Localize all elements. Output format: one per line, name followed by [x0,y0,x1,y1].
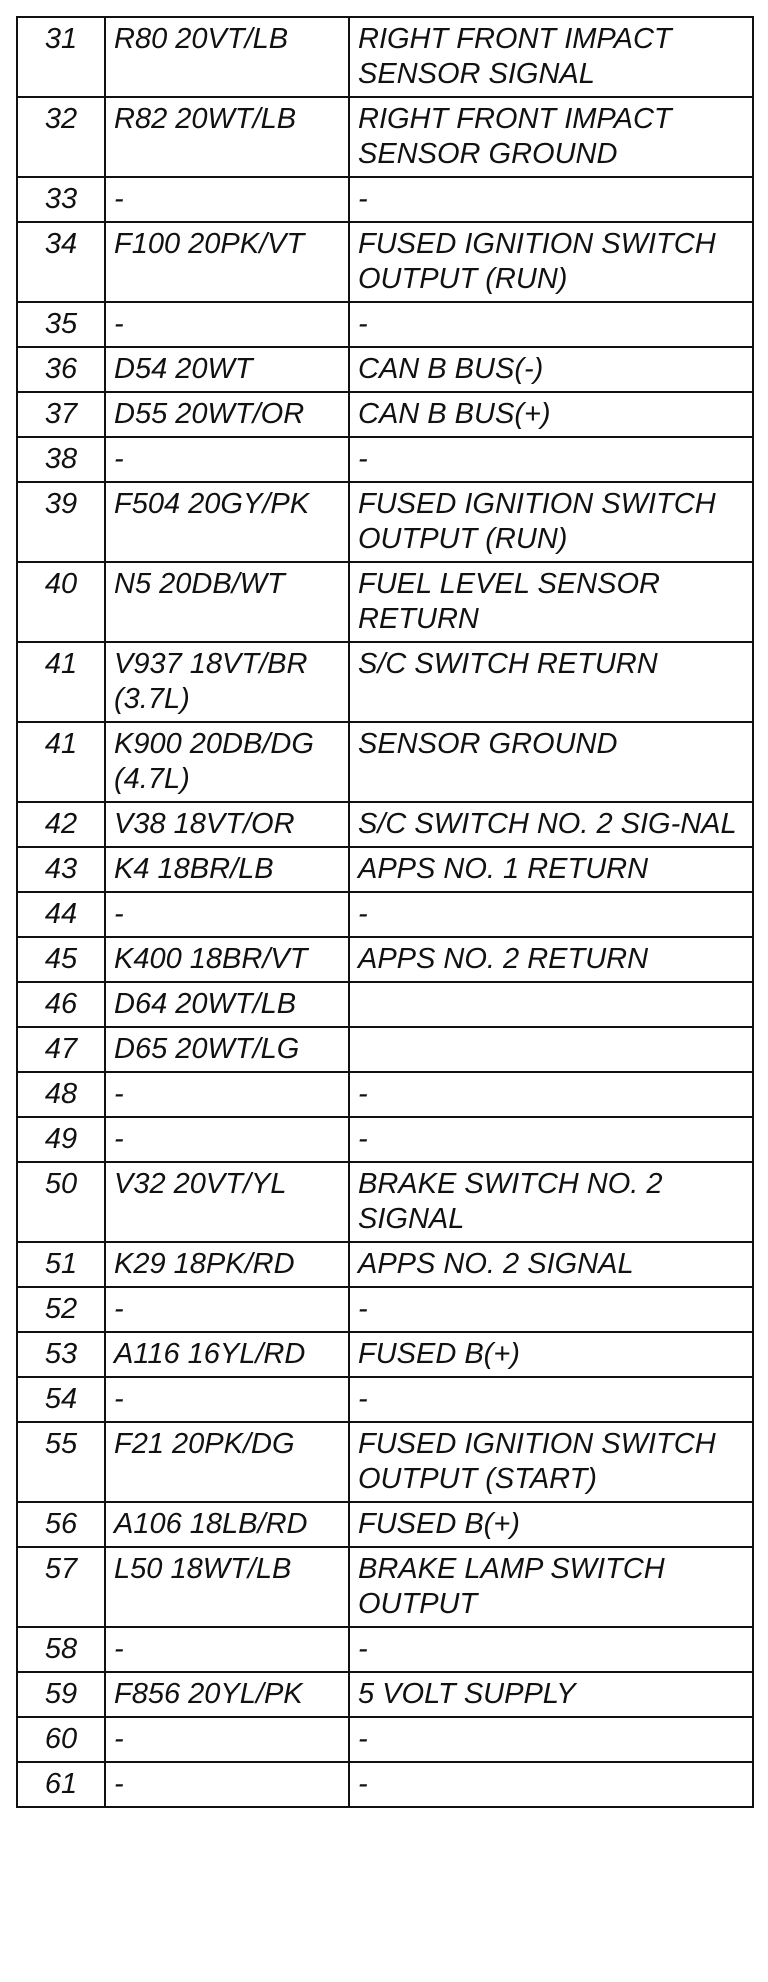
function-cell: - [349,302,753,347]
circuit-cell: F504 20GY/PK [105,482,349,562]
cavity-cell: 60 [17,1717,105,1762]
table-row [17,1377,753,1422]
circuit-cell: K900 20DB/DG (4.7L) [105,722,349,802]
cavity-cell: 45 [17,937,105,982]
circuit-cell: - [105,1072,349,1117]
table-row [17,562,753,642]
cavity-cell: 32 [17,97,105,177]
table-row [17,222,753,302]
function-cell: BRAKE SWITCH NO. 2 SIGNAL [349,1162,753,1242]
function-cell: - [349,177,753,222]
cavity-cell: 40 [17,562,105,642]
table-row [17,1762,753,1807]
cavity-cell: 58 [17,1627,105,1672]
function-cell: - [349,1627,753,1672]
function-cell: - [349,1287,753,1332]
function-cell: APPS NO. 2 SIGNAL [349,1242,753,1287]
cavity-cell: 33 [17,177,105,222]
circuit-cell: R80 20VT/LB [105,17,349,97]
circuit-cell: - [105,302,349,347]
table-row [17,1027,753,1072]
cavity-cell: 41 [17,722,105,802]
cavity-cell: 48 [17,1072,105,1117]
table-row [17,97,753,177]
cavity-cell: 61 [17,1762,105,1807]
circuit-cell: V32 20VT/YL [105,1162,349,1242]
circuit-cell: - [105,1762,349,1807]
table-row [17,392,753,437]
cavity-cell: 37 [17,392,105,437]
function-cell: - [349,1762,753,1807]
function-cell: - [349,1377,753,1422]
function-cell: FUSED IGNITION SWITCH OUTPUT (START) [349,1422,753,1502]
table-row [17,177,753,222]
function-cell: FUSED B(+) [349,1332,753,1377]
table-row [17,937,753,982]
table-row [17,302,753,347]
table-row [17,847,753,892]
function-cell: CAN B BUS(-) [349,347,753,392]
circuit-cell: F856 20YL/PK [105,1672,349,1717]
cavity-cell: 38 [17,437,105,482]
function-cell: 5 VOLT SUPPLY [349,1672,753,1717]
table-row [17,482,753,562]
circuit-cell: A116 16YL/RD [105,1332,349,1377]
cavity-cell: 54 [17,1377,105,1422]
cavity-cell: 52 [17,1287,105,1332]
circuit-cell: K4 18BR/LB [105,847,349,892]
circuit-cell: - [105,177,349,222]
circuit-cell: D55 20WT/OR [105,392,349,437]
circuit-cell: - [105,1117,349,1162]
table-row [17,1627,753,1672]
connector-pinout-table [16,16,754,1808]
function-cell: CAN B BUS(+) [349,392,753,437]
function-cell: FUSED IGNITION SWITCH OUTPUT (RUN) [349,222,753,302]
cavity-cell: 42 [17,802,105,847]
function-cell [349,982,753,1027]
cavity-cell: 34 [17,222,105,302]
function-cell: BRAKE LAMP SWITCH OUTPUT [349,1547,753,1627]
circuit-cell: - [105,1377,349,1422]
function-cell: FUSED B(+) [349,1502,753,1547]
circuit-cell: V38 18VT/OR [105,802,349,847]
cavity-cell: 57 [17,1547,105,1627]
function-cell [349,1027,753,1072]
table-row [17,1072,753,1117]
function-cell: - [349,1072,753,1117]
table-row [17,722,753,802]
function-cell: APPS NO. 1 RETURN [349,847,753,892]
function-cell: FUSED IGNITION SWITCH OUTPUT (RUN) [349,482,753,562]
cavity-cell: 47 [17,1027,105,1072]
table-row [17,802,753,847]
cavity-cell: 56 [17,1502,105,1547]
cavity-cell: 41 [17,642,105,722]
table-row [17,1287,753,1332]
pinout-table-body [17,17,753,1807]
function-cell: - [349,892,753,937]
table-row [17,1502,753,1547]
circuit-cell: - [105,892,349,937]
table-row [17,1672,753,1717]
circuit-cell: - [105,437,349,482]
function-cell: S/C SWITCH NO. 2 SIG-NAL [349,802,753,847]
table-row [17,1332,753,1377]
circuit-cell: F21 20PK/DG [105,1422,349,1502]
circuit-cell: K400 18BR/VT [105,937,349,982]
function-cell: - [349,437,753,482]
cavity-cell: 59 [17,1672,105,1717]
function-cell: SENSOR GROUND [349,722,753,802]
table-row [17,1117,753,1162]
function-cell: S/C SWITCH RETURN [349,642,753,722]
cavity-cell: 39 [17,482,105,562]
circuit-cell: - [105,1287,349,1332]
circuit-cell: A106 18LB/RD [105,1502,349,1547]
table-row [17,1162,753,1242]
cavity-cell: 49 [17,1117,105,1162]
function-cell: - [349,1117,753,1162]
table-row [17,1242,753,1287]
table-row [17,642,753,722]
circuit-cell: N5 20DB/WT [105,562,349,642]
circuit-cell: - [105,1627,349,1672]
circuit-cell: V937 18VT/BR (3.7L) [105,642,349,722]
table-row [17,437,753,482]
circuit-cell: D54 20WT [105,347,349,392]
circuit-cell: R82 20WT/LB [105,97,349,177]
cavity-cell: 36 [17,347,105,392]
cavity-cell: 44 [17,892,105,937]
table-row [17,982,753,1027]
cavity-cell: 31 [17,17,105,97]
cavity-cell: 50 [17,1162,105,1242]
circuit-cell: D65 20WT/LG [105,1027,349,1072]
cavity-cell: 53 [17,1332,105,1377]
function-cell: FUEL LEVEL SENSOR RETURN [349,562,753,642]
function-cell: APPS NO. 2 RETURN [349,937,753,982]
table-row [17,1547,753,1627]
cavity-cell: 46 [17,982,105,1027]
table-row [17,1422,753,1502]
circuit-cell: K29 18PK/RD [105,1242,349,1287]
circuit-cell: - [105,1717,349,1762]
circuit-cell: D64 20WT/LB [105,982,349,1027]
function-cell: - [349,1717,753,1762]
table-row [17,347,753,392]
table-row [17,892,753,937]
function-cell: RIGHT FRONT IMPACT SENSOR GROUND [349,97,753,177]
function-cell: RIGHT FRONT IMPACT SENSOR SIGNAL [349,17,753,97]
cavity-cell: 43 [17,847,105,892]
cavity-cell: 55 [17,1422,105,1502]
cavity-cell: 51 [17,1242,105,1287]
circuit-cell: F100 20PK/VT [105,222,349,302]
table-row [17,17,753,97]
table-row [17,1717,753,1762]
circuit-cell: L50 18WT/LB [105,1547,349,1627]
cavity-cell: 35 [17,302,105,347]
